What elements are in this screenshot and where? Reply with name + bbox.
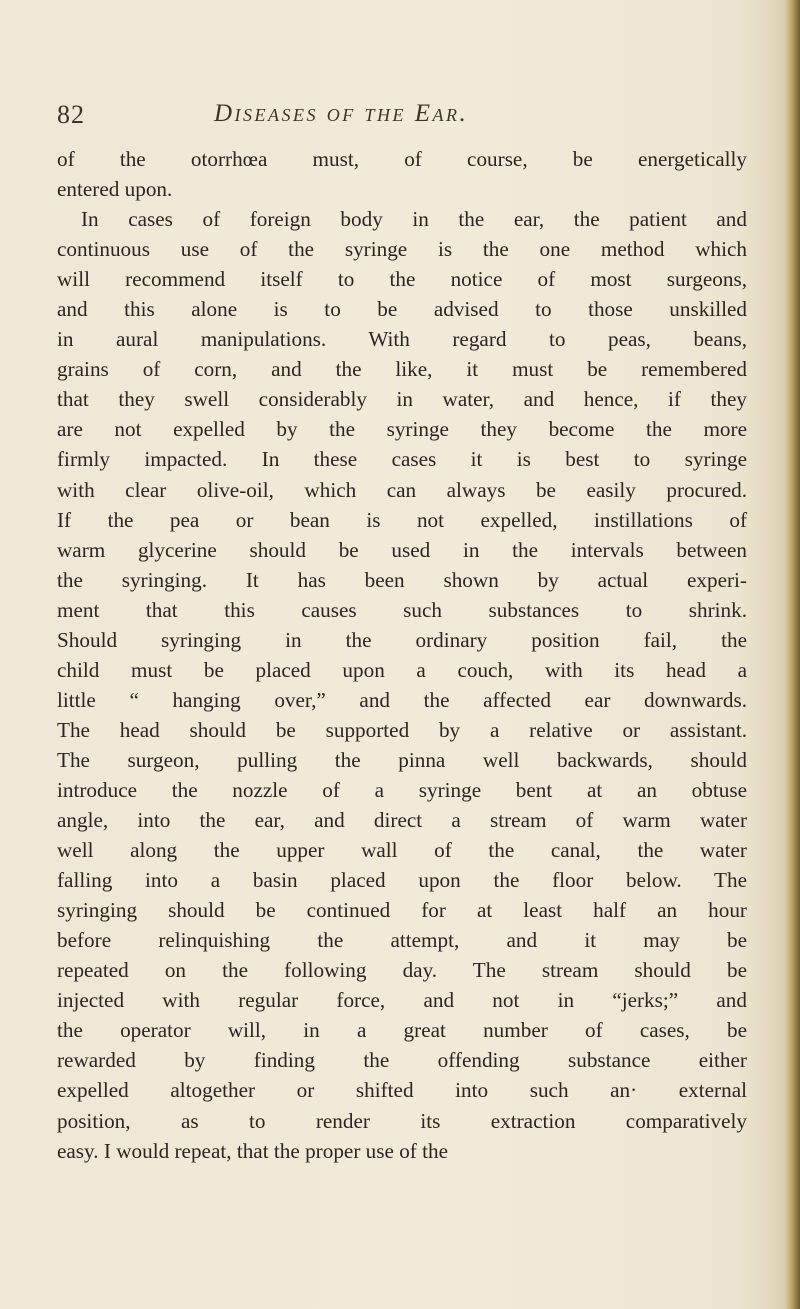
text-line: before relinquishing the attempt, and it may be <box>57 928 747 953</box>
text-line: well along the upper wall of the canal, the water <box>57 838 747 863</box>
text-line: falling into a basin placed upon the floor below. The <box>57 868 747 893</box>
text-line: are not expelled by the syringe they become the more <box>57 417 747 442</box>
running-head <box>48 100 748 134</box>
text-line: repeated on the following day. The stream should be <box>57 958 747 983</box>
page-title: Diseases of the Ear. <box>214 100 469 127</box>
page-edge <box>786 0 800 1309</box>
page-number: 82 <box>57 100 85 129</box>
text-line: little “ hanging over,” and the affected ear downwards. <box>57 687 747 712</box>
body-text <box>57 144 747 1166</box>
text-line: will recommend itself to the notice of most surgeons, <box>57 267 747 292</box>
text-line: that they swell considerably in water, and hence, if they <box>57 387 747 412</box>
text-line: The surgeon, pulling the pinna well backwards, should <box>57 747 747 772</box>
text-line: grains of corn, and the like, it must be remembered <box>57 357 747 382</box>
text-line: the operator will, in a great number of cases, be <box>57 1018 747 1043</box>
text-line: expelled altogether or shifted into such an· external <box>57 1078 747 1103</box>
text-line: the syringing. It has been shown by actual experi- <box>57 567 747 592</box>
text-line: rewarded by finding the offending substance either <box>57 1048 747 1073</box>
text-line: in aural manipulations. With regard to peas, beans, <box>57 327 747 352</box>
text-line: firmly impacted. In these cases it is best to syringe <box>57 447 747 472</box>
text-line: Should syringing in the ordinary position fail, the <box>57 627 747 652</box>
text-line: The head should be supported by a relative or assistant. <box>57 717 747 742</box>
text-line: warm glycerine should be used in the intervals between <box>57 537 747 562</box>
text-line: entered upon. <box>57 177 173 202</box>
text-line: and this alone is to be advised to those unskilled <box>57 297 747 322</box>
text-line: of the otorrhœa must, of course, be energetically <box>57 147 747 171</box>
text-line: child must be placed upon a couch, with its head a <box>57 657 747 682</box>
text-line: ment that this causes such substances to shrink. <box>57 597 747 622</box>
text-line: syringing should be continued for at least half an hour <box>57 898 747 923</box>
text-line: with clear olive-oil, which can always be easily procured. <box>57 477 747 502</box>
text-line: injected with regular force, and not in “jerks;” and <box>57 988 747 1013</box>
text-line: easy. I would repeat, that the proper use of the <box>57 1138 449 1163</box>
text-line: introduce the nozzle of a syringe bent at an obtuse <box>57 777 747 802</box>
text-line: continuous use of the syringe is the one method which <box>57 237 747 262</box>
text-line: In cases of foreign body in the ear, the patient and <box>81 207 747 232</box>
text-line: position, as to render its extraction comparatively <box>57 1108 747 1133</box>
text-line: angle, into the ear, and direct a stream of warm water <box>57 808 747 833</box>
text-line: If the pea or bean is not expelled, instillations of <box>57 507 747 532</box>
